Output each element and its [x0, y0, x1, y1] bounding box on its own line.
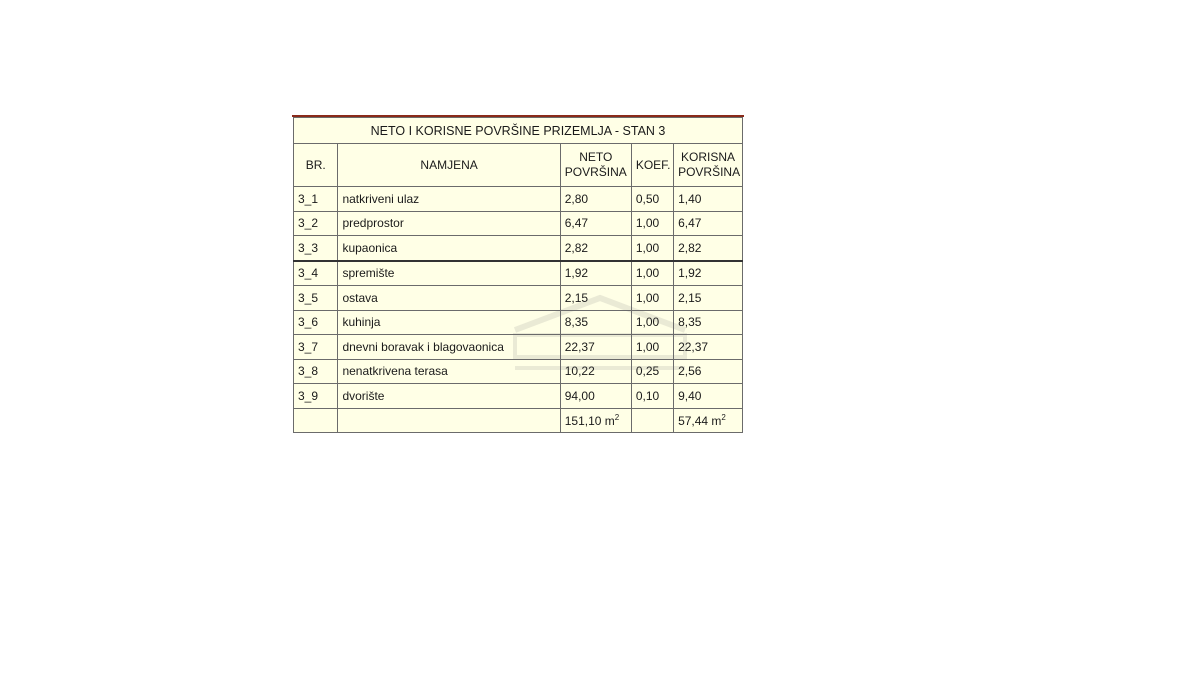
header-br: BR.	[294, 144, 338, 187]
cell-korisna: 1,92	[674, 261, 743, 286]
cell-namjena: spremište	[338, 261, 560, 286]
cell-koef: 1,00	[631, 335, 673, 360]
header-korisna-line1: KORISNA	[681, 150, 736, 164]
table-row	[294, 187, 743, 212]
cell-br: 3_5	[294, 286, 338, 311]
cell-neto: 2,82	[560, 236, 631, 261]
totals-koef-empty	[631, 408, 673, 433]
cell-namjena: nenatkrivena terasa	[338, 359, 560, 384]
cell-namjena: kupaonica	[338, 236, 560, 261]
table-row	[294, 211, 743, 236]
cell-koef: 1,00	[631, 286, 673, 311]
totals-namjena-empty	[338, 408, 560, 433]
cell-koef: 1,00	[631, 236, 673, 261]
table-row	[294, 261, 743, 286]
cell-br: 3_1	[294, 187, 338, 212]
header-koef: KOEF.	[631, 144, 673, 187]
cell-namjena: dvorište	[338, 384, 560, 409]
cell-br: 3_3	[294, 236, 338, 261]
cell-neto: 6,47	[560, 211, 631, 236]
cell-korisna: 22,37	[674, 335, 743, 360]
header-neto-line1: NETO	[579, 150, 613, 164]
table-row	[294, 335, 743, 360]
cell-korisna: 2,15	[674, 286, 743, 311]
cell-korisna: 2,82	[674, 236, 743, 261]
table-header-row	[294, 144, 743, 187]
table-title-row	[294, 118, 743, 144]
cell-koef: 0,25	[631, 359, 673, 384]
area-table	[293, 117, 743, 433]
cell-neto: 2,15	[560, 286, 631, 311]
cell-koef: 1,00	[631, 211, 673, 236]
cell-korisna: 8,35	[674, 310, 743, 335]
table-row	[294, 236, 743, 261]
cell-namjena: natkriveni ulaz	[338, 187, 560, 212]
totals-korisna-value: 57,44 m	[678, 413, 722, 428]
cell-korisna: 1,40	[674, 187, 743, 212]
header-korisna	[674, 144, 743, 187]
header-namjena: NAMJENA	[338, 144, 560, 187]
totals-neto	[560, 408, 631, 433]
cell-korisna: 9,40	[674, 384, 743, 409]
table-title: NETO I KORISNE POVRŠINE PRIZEMLJA - STAN 3	[294, 118, 743, 144]
cell-br: 3_7	[294, 335, 338, 360]
table-row	[294, 384, 743, 409]
unit-superscript: 2	[721, 412, 726, 422]
cell-koef: 1,00	[631, 310, 673, 335]
cell-br: 3_6	[294, 310, 338, 335]
cell-neto: 22,37	[560, 335, 631, 360]
cell-korisna: 6,47	[674, 211, 743, 236]
cell-br: 3_8	[294, 359, 338, 384]
cell-namjena: ostava	[338, 286, 560, 311]
cell-br: 3_2	[294, 211, 338, 236]
table-row	[294, 286, 743, 311]
cell-neto: 10,22	[560, 359, 631, 384]
cell-namjena: kuhinja	[338, 310, 560, 335]
cell-br: 3_4	[294, 261, 338, 286]
cell-neto: 94,00	[560, 384, 631, 409]
totals-neto-value: 151,10 m	[564, 413, 615, 428]
header-neto	[560, 144, 631, 187]
totals-br-empty	[294, 408, 338, 433]
totals-korisna	[674, 408, 743, 433]
cell-koef: 1,00	[631, 261, 673, 286]
cell-neto: 2,80	[560, 187, 631, 212]
totals-row	[294, 408, 743, 433]
cell-korisna: 2,56	[674, 359, 743, 384]
cell-koef: 0,10	[631, 384, 673, 409]
cell-namjena: dnevni boravak i blagovaonica	[338, 335, 560, 360]
cell-neto: 1,92	[560, 261, 631, 286]
header-neto-line2: POVRŠINA	[564, 165, 627, 179]
cell-namjena: predprostor	[338, 211, 560, 236]
cell-koef: 0,50	[631, 187, 673, 212]
table-row	[294, 310, 743, 335]
header-korisna-line2: POVRŠINA	[678, 165, 741, 179]
unit-superscript: 2	[614, 412, 620, 422]
cell-br: 3_9	[294, 384, 338, 409]
table-row	[294, 359, 743, 384]
cell-neto: 8,35	[560, 310, 631, 335]
